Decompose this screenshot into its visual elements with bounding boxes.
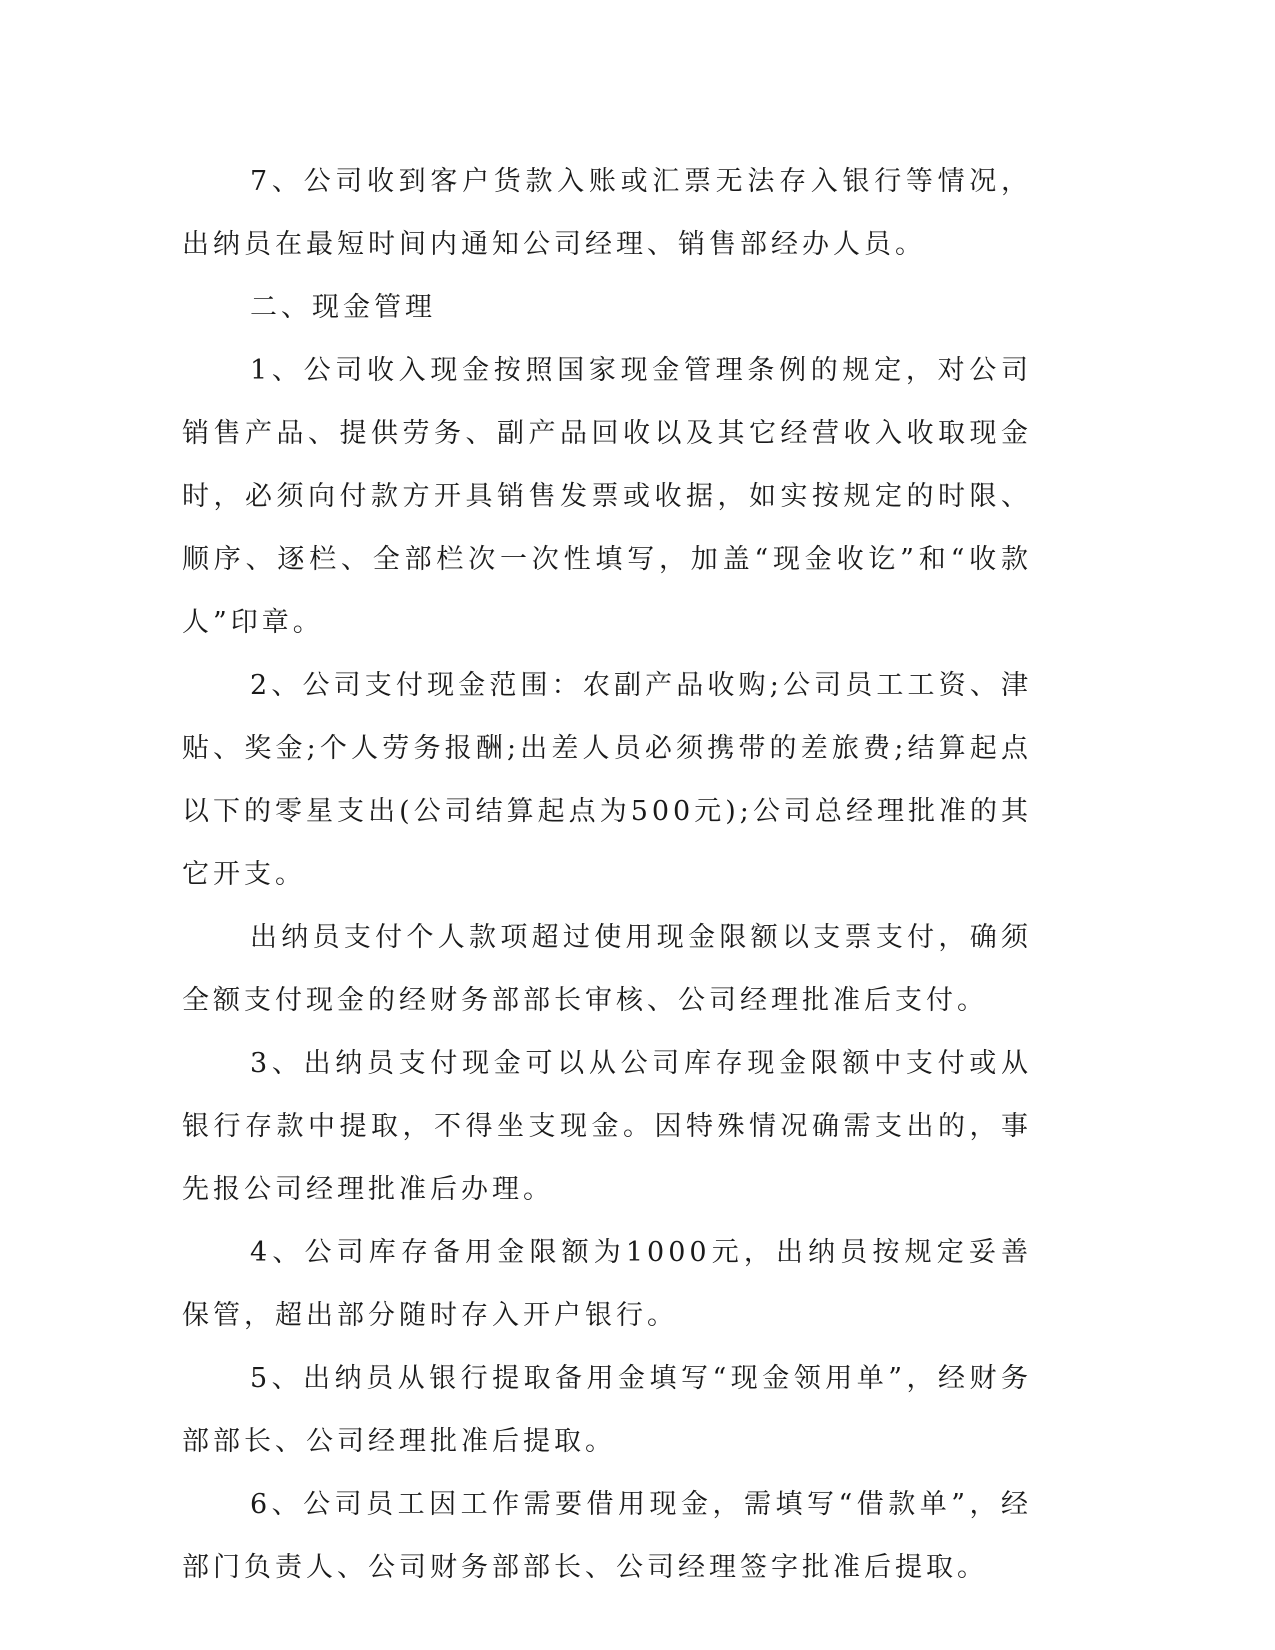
document-body [182,150,1032,1599]
section-heading-cash-management: 二、现金管理 [250,292,436,323]
paragraph-cashier-payment-limit: 出纳员支付个人款项超过使用现金限额以支票支付，确须全额支付现金的经财务部部长审核、公司经理批准后支付。 [182,922,1032,1016]
paragraph-5-withdrawal: 5、出纳员从银行提取备用金填写“现金领用单”，经财务部部长、公司经理批准后提取。 [182,1363,1032,1457]
paragraph-4-petty-cash-limit: 4、公司库存备用金限额为1000元，出纳员按规定妥善保管，超出部分随时存入开户银行。 [182,1237,1032,1331]
paragraph-7-deposit-notice: 7、公司收到客户货款入账或汇票无法存入银行等情况，出纳员在最短时间内通知公司经理、销售部经办人员。 [182,166,1032,260]
paragraph-1-cash-income: 1、公司收入现金按照国家现金管理条例的规定，对公司销售产品、提供劳务、副产品回收以及其它经营收入收取现金时，必须向付款方开具销售发票或收据，如实按规定的时限、顺序、逐栏、全部栏次一次性填写，加盖“现金收讫”和“收款人”印章。 [182,355,1032,638]
paragraph-6-employee-loan: 6、公司员工因工作需要借用现金，需填写“借款单”，经部门负责人、公司财务部部长、公司经理签字批准后提取。 [182,1489,1032,1583]
paragraph-2-cash-payment-scope: 2、公司支付现金范围：农副产品收购;公司员工工资、津贴、奖金;个人劳务报酬;出差人员必须携带的差旅费;结算起点以下的零星支出(公司结算起点为500元);公司总经理批准的其它开支。 [182,670,1032,890]
paragraph-3-cash-source: 3、出纳员支付现金可以从公司库存现金限额中支付或从银行存款中提取，不得坐支现金。因特殊情况确需支出的，事先报公司经理批准后办理。 [182,1048,1032,1205]
